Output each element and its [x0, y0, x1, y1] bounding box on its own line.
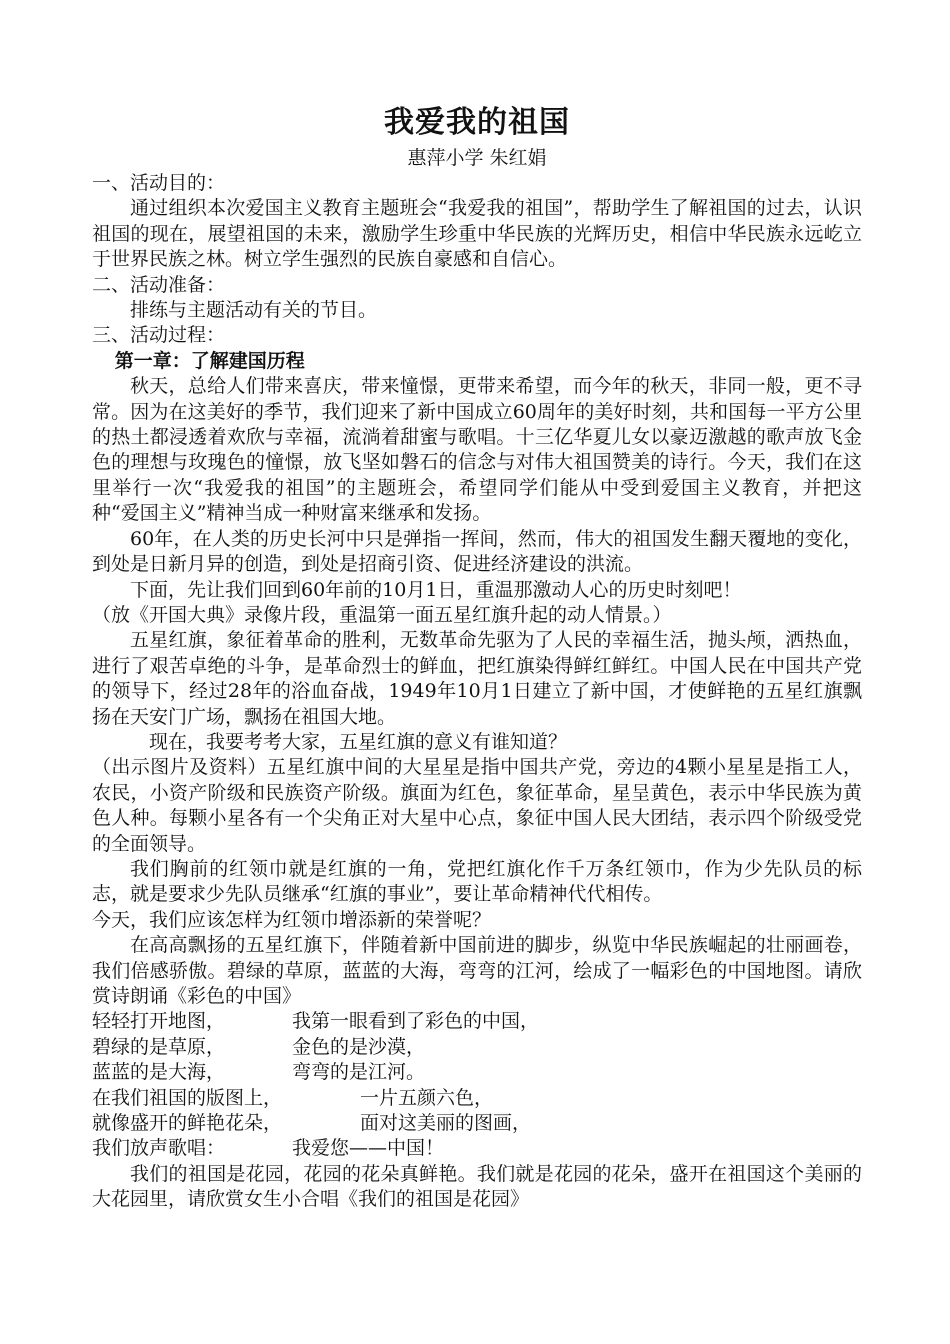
poem-line [92, 1111, 862, 1136]
author-line: 惠萍小学 朱红娟 [407, 147, 547, 169]
paragraph-autumn: 秋天，总给人们带来喜庆，带来憧憬，更带来希望，而今年的秋天，非同一般，更不寻常。因为在这美好的季节，我们迎来了新中国成立60周年的美好时刻，共和国每一平方公里的热土都浸透着欢欣与幸福，流淌着甜蜜与歌唱。十三亿华夏儿女以豪迈激越的歌声放飞金色的理想与玫瑰色的憧憬，放飞坚如磐石的信念与对伟大祖国赞美的诗行。今天，我们在这里举行一次“我爱我的祖国”的主题班会，希望同学们能从中受到爱国主义教育，并把这种“爱国主义”精神当成一种财富来继承和发扬。 [92, 375, 862, 525]
poem-line-right: 金色的是沙漠， [292, 1035, 426, 1058]
paragraph-map: 在高高飘扬的五星红旗下，伴随着新中国前进的脚步，纵览中华民族崛起的壮丽画卷，我们倍感骄傲。碧绿的草原，蓝蓝的大海，弯弯的江河，绘成了一幅彩色的中国地图。请欣赏诗朗诵《彩色的中国》 [92, 934, 862, 1007]
poem-line-left: 我们放声歌唱： [92, 1137, 226, 1160]
document-page [92, 104, 862, 1213]
paragraph-prep: 排练与主题活动有关的节目。 [130, 299, 378, 322]
paragraph-goal: 通过组织本次爱国主义教育主题班会“我爱我的祖国”，帮助学生了解祖国的过去，认识祖国的现在，展望祖国的未来，激励学生珍重中华民族的光辉历史，相信中华民族永远屹立于世界民族之林。树立学生强烈的民族自豪感和自信心。 [92, 197, 862, 271]
section-heading-process: 三、活动过程： [92, 324, 226, 347]
paragraph-red-scarf: 我们胸前的红领巾就是红旗的一角，党把红旗化作千万条红领巾，作为少先队员的标志，就是要求少先队员继承“红旗的事业”，要让革命精神代代相传。 [92, 857, 862, 906]
poem-line-left: 蓝蓝的是大海， [92, 1061, 226, 1084]
poem-line [92, 1086, 862, 1111]
poem-block [92, 1009, 862, 1161]
paragraph-history-moment: 下面，先让我们回到60年前的10月1日，重温那激动人心的历史时刻吧！ [130, 578, 742, 601]
poem-line-right: 弯弯的是江河。 [292, 1061, 426, 1084]
paragraph-honor-question: 今天，我们应该怎样为红领巾增添新的荣誉呢？ [92, 908, 492, 931]
poem-line [92, 1035, 862, 1060]
poem-line-right: 一片五颜六色， [360, 1086, 494, 1109]
section-heading-prep: 二、活动准备： [92, 273, 226, 296]
paragraph-sixty-years: 60年，在人类的历史长河中只是弹指一挥间，然而，伟大的祖国发生翻天覆地的变化，到处是日新月异的创造，到处是招商引资、促进经济建设的洪流。 [92, 527, 862, 576]
section-heading-goal: 一、活动目的： [92, 172, 226, 194]
poem-line [92, 1136, 862, 1161]
poem-line-right: 我爱您——中国！ [292, 1137, 445, 1160]
poem-line-right: 面对这美丽的图画， [360, 1112, 532, 1135]
poem-line-left: 在我们祖国的版图上， [92, 1086, 283, 1109]
poem-line-right: 我第一眼看到了彩色的中国， [292, 1010, 540, 1033]
paragraph-flag: 五星红旗，象征着革命的胜利，无数革命先驱为了人民的幸福生活，抛头颅，洒热血，进行了艰苦卓绝的斗争，是革命烈士的鲜血，把红旗染得鲜红鲜红。中国人民在中国共产党的领导下，经过28年的浴血奋战，1949年10月1日建立了新中国，才使鲜艳的五星红旗飘扬在天安门广场，飘扬在祖国大地。 [92, 629, 862, 728]
poem-line-left: 轻轻打开地图， [92, 1010, 226, 1033]
paragraph-video-note: （放《开国大典》录像片段，重温第一面五星红旗升起的动人情景。） [92, 603, 672, 626]
poem-line-left: 就像盛开的鲜艳花朵， [92, 1112, 283, 1135]
chapter-heading: 第一章：了解建国历程 [114, 349, 305, 372]
poem-line-left: 碧绿的是草原， [92, 1035, 226, 1058]
document-title: 我爱我的祖国 [384, 105, 570, 140]
paragraph-flag-meaning: （出示图片及资料）五星红旗中间的大星星是指中国共产党，旁边的4颗小星星是指工人，农民，小资产阶级和民族资产阶级。旗面为红色，象征革命，星呈黄色，表示中华民族为黄色人种。每颗小星各有一个尖角正对大星中心点，象征中国人民大团结，表示四个阶级受党的全面领导。 [92, 756, 862, 855]
paragraph-question: 现在，我要考考大家，五星红旗的意义有谁知道？ [149, 730, 568, 753]
poem-line [92, 1009, 862, 1034]
paragraph-garden: 我们的祖国是花园，花园的花朵真鲜艳。我们就是花园的花朵，盛开在祖国这个美丽的大花园里，请欣赏女生小合唱《我们的祖国是花园》 [92, 1162, 862, 1211]
poem-line [92, 1060, 862, 1085]
